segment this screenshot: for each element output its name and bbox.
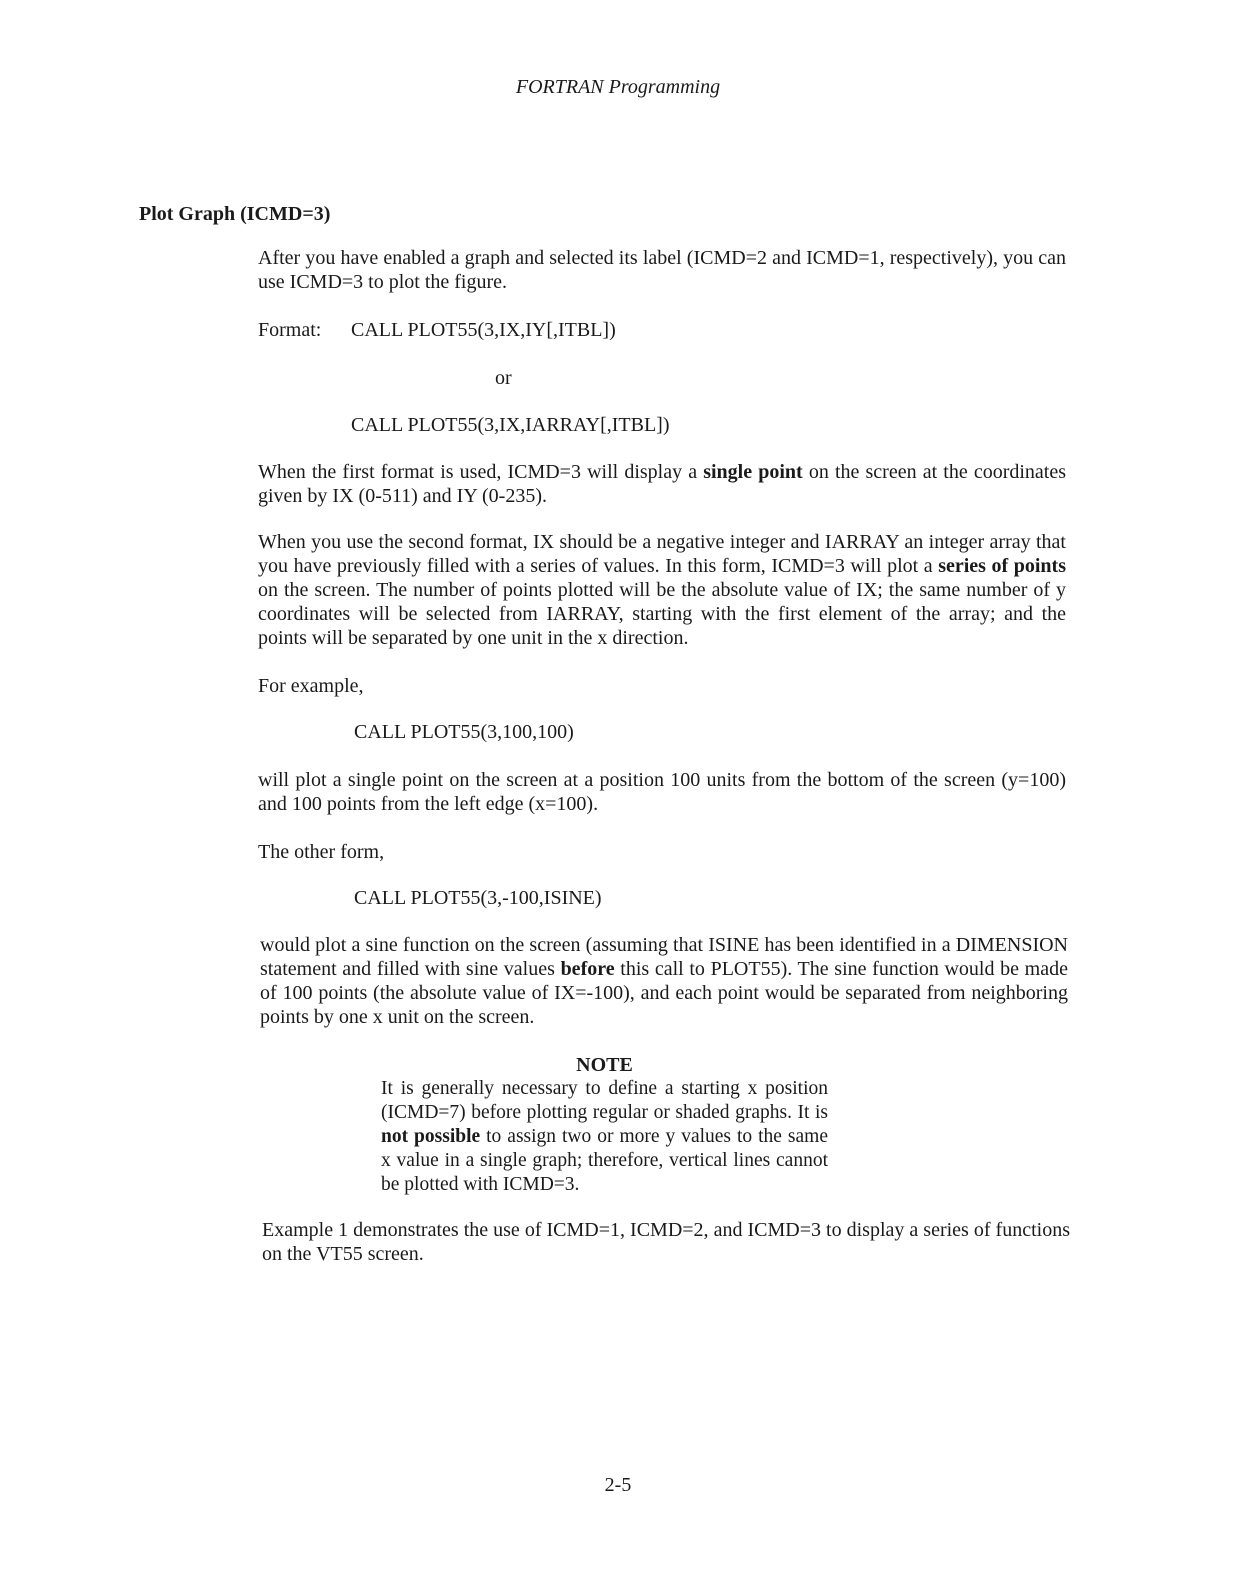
second-format-text-a: When you use the second format, IX should be a negative integer and IARRAY an integer array that you have previously filled with a series of values. In this form, ICMD=3 will plot a: [258, 531, 1066, 577]
note-text-a: It is generally necessary to define a starting x position (ICMD=7) before plotting regular or shaded graphs. It is: [381, 1078, 828, 1123]
format-line-1: CALL PLOT55(3,IX,IY[,ITBL]): [351, 319, 616, 341]
example-call-1: CALL PLOT55(3,100,100): [354, 721, 574, 743]
note-body: [381, 1077, 828, 1197]
section-heading: Plot Graph (ICMD=3): [139, 203, 331, 225]
intro-paragraph: After you have enabled a graph and selected its label (ICMD=2 and ICMD=1, respectively), you can use ICMD=3 to plot the figure.: [258, 247, 1066, 293]
format-or: or: [495, 367, 512, 389]
format-line-2: CALL PLOT55(3,IX,IARRAY[,ITBL]): [351, 414, 670, 436]
first-format-bold: single point: [703, 461, 803, 483]
closing-paragraph: Example 1 demonstrates the use of ICMD=1, ICMD=2, and ICMD=3 to display a series of functions on the VT55 screen.: [262, 1219, 1070, 1265]
running-header: FORTRAN Programming: [515, 76, 721, 98]
explanation-2-text-b: this call to PLOT55). The sine function would be made of 100 points (the absolute value of IX=-100), and each point would be separated from neighboring points by one x unit on the screen.: [260, 958, 1068, 1028]
note-box: [381, 1053, 828, 1197]
first-format-text-b: on the screen at the coordinates given by IX (0-511) and IY (0-235).: [258, 461, 1067, 507]
note-bold: not possible: [381, 1126, 481, 1147]
example-explanation-2: [260, 933, 1068, 1029]
explanation-2-text-a: would plot a sine function on the screen (assuming that ISINE has been identified in a DIMENSION statement and filled with sine values: [260, 934, 1068, 980]
second-format-text-b: on the screen. The number of points plotted will be the absolute value of IX; the same number of y coordinates will be selected from IARRAY, starting with the first element of the array; and the points will be separated by one unit in the x direction.: [258, 579, 1066, 649]
second-format-bold: series of points: [938, 555, 1066, 577]
page-number: 2-5: [604, 1474, 632, 1496]
note-text-b: to assign two or more y values to the same x value in a single graph; therefore, vertical lines cannot be plotted with ICMD=3.: [381, 1126, 828, 1195]
note-title: NOTE: [576, 1054, 633, 1076]
explanation-2-bold: before: [560, 958, 615, 980]
other-form-label: The other form,: [258, 841, 385, 863]
example-explanation-1: will plot a single point on the screen at a position 100 units from the bottom of the screen (y=100) and 100 points from the left edge (x=100).: [258, 769, 1066, 815]
second-format-paragraph: [258, 530, 1066, 650]
format-label: Format:: [258, 319, 322, 341]
example-call-2: CALL PLOT55(3,-100,ISINE): [354, 887, 602, 909]
first-format-text-a: When the first format is used, ICMD=3 will display a: [258, 461, 704, 483]
first-format-paragraph: [258, 460, 1066, 508]
example-intro: For example,: [258, 675, 364, 697]
